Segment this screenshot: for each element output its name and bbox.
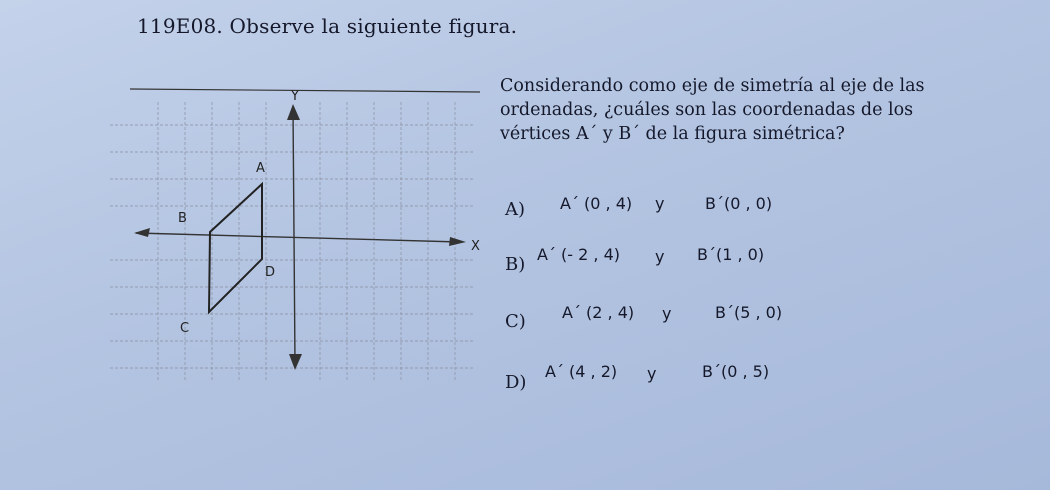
option-a-prime: A´ (0 , 4)	[560, 194, 633, 213]
x-axis	[134, 228, 466, 246]
option-a-prime: A´ (2 , 4)	[562, 303, 635, 322]
point-label-d: D	[265, 265, 276, 280]
option-conjunction: y	[647, 364, 657, 383]
problem-title: 119E08. Observe la siguiente figura.	[137, 14, 518, 38]
question-line-3: vértices A´ y B´ de la figura simétrica?	[500, 124, 845, 144]
option-letter: A)	[505, 199, 526, 220]
option-letter: D)	[505, 372, 527, 393]
option-conjunction: y	[655, 247, 665, 266]
coordinate-figure	[110, 80, 485, 390]
option-a-prime: A´ (- 2 , 4)	[537, 245, 620, 264]
question-text	[500, 74, 970, 146]
option-conjunction: y	[655, 194, 665, 213]
y-axis-label: Y	[291, 89, 299, 104]
option-b-prime: B´(0 , 5)	[702, 362, 770, 381]
option-letter: C)	[505, 311, 526, 332]
quadrilateral-abcd	[209, 184, 262, 312]
option-b-prime: B´(1 , 0)	[697, 245, 765, 264]
point-label-c: C	[180, 321, 190, 336]
option-b-prime: B´(0 , 0)	[705, 194, 773, 213]
option-a-prime: A´ (4 , 2)	[545, 362, 618, 381]
question-line-2: ordenadas, ¿cuáles son las coordenadas de los	[500, 100, 914, 120]
question-line-1: Considerando como eje de simetría al eje de las	[500, 76, 925, 96]
option-letter: B)	[505, 254, 526, 275]
option-b-prime: B´(5 , 0)	[715, 303, 783, 322]
option-conjunction: y	[662, 304, 672, 323]
point-label-a: A	[256, 161, 265, 176]
point-label-b: B	[178, 211, 187, 226]
x-axis-label: X	[471, 239, 480, 254]
